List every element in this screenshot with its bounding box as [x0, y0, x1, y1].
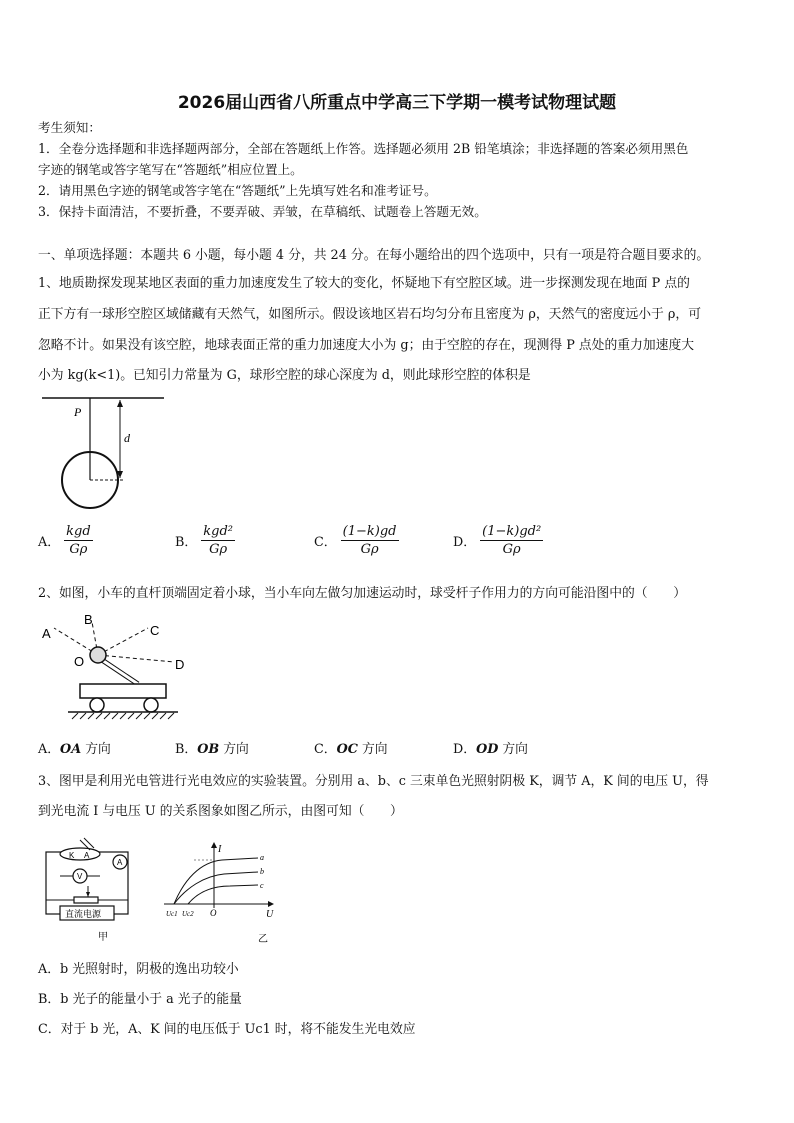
notice-heading: 考生须知： [38, 120, 101, 135]
q2-option-b[interactable]: B．OB 方向 [175, 742, 249, 757]
label-d: D [175, 657, 185, 672]
q3-iu-graph [160, 840, 280, 946]
svg-text:c: c [260, 881, 264, 890]
svg-text:Uc1: Uc1 [166, 910, 178, 918]
q2-option-d[interactable]: D．OD 方向 [453, 742, 528, 757]
q2-cart-figure [38, 608, 198, 726]
rheostat [74, 897, 98, 903]
curve-c [188, 885, 258, 904]
svg-text:直流电源: 直流电源 [65, 910, 102, 920]
svg-text:a: a [260, 853, 264, 862]
q1-cavity-figure [38, 392, 168, 514]
q2-stem: 2、如图，小车的直杆顶端固定着小球，当小车向左做匀加速运动时，球受杆子作用力的方向可能沿图中的（ ） [38, 586, 686, 601]
q1-stem-line: 小为 kg(k<1)。已知引力常量为 G，球形空腔的球心深度为 d，则此球形空腔的体积是 [38, 368, 531, 383]
notice-item: 1．全卷分选择题和非选择题两部分，全部在答题纸上作答。选择题必须用 2B 铅笔填涂；非选择题的答案必须用黑色 [38, 141, 689, 156]
q1-stem-line: 1、地质勘探发现某地区表面的重力加速度发生了较大的变化，怀疑地下有空腔区域。进一步探测发现在地面 P 点的 [38, 276, 690, 291]
point-p-label: P [74, 405, 82, 419]
svg-text:I: I [218, 844, 222, 855]
q1-option-a[interactable]: A． $\frac{\text{kgd}}{G\rho}$ [38, 524, 91, 557]
depth-d-label: d [124, 431, 130, 445]
curve-a [174, 858, 258, 904]
cart-body [80, 684, 166, 698]
q3-stem-line: 到光电流 I 与电压 U 的关系图象如图乙所示，由图可知（ ） [38, 804, 403, 819]
notice-item: 字迹的钢笔或答字笔写在“答题纸”相应位置上。 [38, 162, 303, 177]
svg-text:K: K [69, 851, 75, 860]
label-a: A [42, 626, 51, 641]
section-heading: 一、单项选择题：本题共 6 小题，每小题 4 分，共 24 分。在每小题给出的四个选项中，只有一项是符合题目要求的。 [38, 248, 710, 263]
svg-text:A: A [117, 858, 123, 867]
label-o: O [74, 654, 85, 669]
q3-stem-line: 3、图甲是利用光电管进行光电效应的实验装置。分别用 a、b、c 三束单色光照射阴极 K，调节 A，K 间的电压 U，得 [38, 774, 709, 789]
svg-text:U: U [266, 909, 274, 920]
curve-b [174, 872, 258, 904]
svg-text:b: b [260, 867, 264, 876]
q1-option-d[interactable]: D． $\frac{\text{(1−k)gd²}}{G\rho}$ [453, 524, 542, 557]
wheel [90, 698, 104, 712]
ball [90, 647, 106, 663]
svg-text:O: O [210, 908, 217, 918]
fig-caption-jia: 甲 [98, 932, 108, 943]
q2-option-c[interactable]: C．OC 方向 [314, 742, 388, 757]
phototube [60, 848, 100, 860]
q1-option-c[interactable]: C． $\frac{(1-k)gd}{G\rho}$ [314, 524, 397, 557]
q1-stem-line: 正下方有一球形空腔区域储藏有天然气，如图所示。假设该地区岩石均匀分布且密度为 ρ，天然气的密度远小于 ρ，可 [38, 307, 702, 322]
notice-item: 3．保持卡面清洁，不要折叠，不要弄破、弄皱，在草稿纸、试题卷上答题无效。 [38, 204, 487, 219]
q3-circuit-figure [40, 836, 140, 944]
q3-option-a[interactable]: A．b 光照射时，阴极的逸出功较小 [38, 962, 239, 977]
label-c: C [150, 623, 160, 638]
q3-option-c[interactable]: C．对于 b 光，A、K 间的电压低于 Uc1 时，将不能发生光电效应 [38, 1022, 416, 1037]
q2-option-a[interactable]: A．OA 方向 [38, 742, 111, 757]
fig-caption-yi: 乙 [258, 934, 268, 945]
q1-option-b[interactable]: B． $\frac{\text{kgd²}}{G\rho}$ [175, 524, 234, 557]
svg-text:A: A [84, 851, 90, 860]
notice-item: 2．请用黑色字迹的钢笔或答字笔在“答题纸”上先填写姓名和准考证号。 [38, 183, 437, 198]
q1-stem-line: 忽略不计。如果没有该空腔，地球表面正常的重力加速度大小为 g；由于空腔的存在，现测得 P 点处的重力加速度大 [38, 338, 695, 353]
svg-text:Uc2: Uc2 [182, 910, 194, 918]
svg-text:V: V [77, 872, 83, 881]
wheel [144, 698, 158, 712]
q3-option-b[interactable]: B．b 光子的能量小于 a 光子的能量 [38, 992, 242, 1007]
label-b: B [84, 612, 93, 627]
page-title: 2026届山西省八所重点中学高三下学期一模考试物理试题 [177, 93, 617, 113]
